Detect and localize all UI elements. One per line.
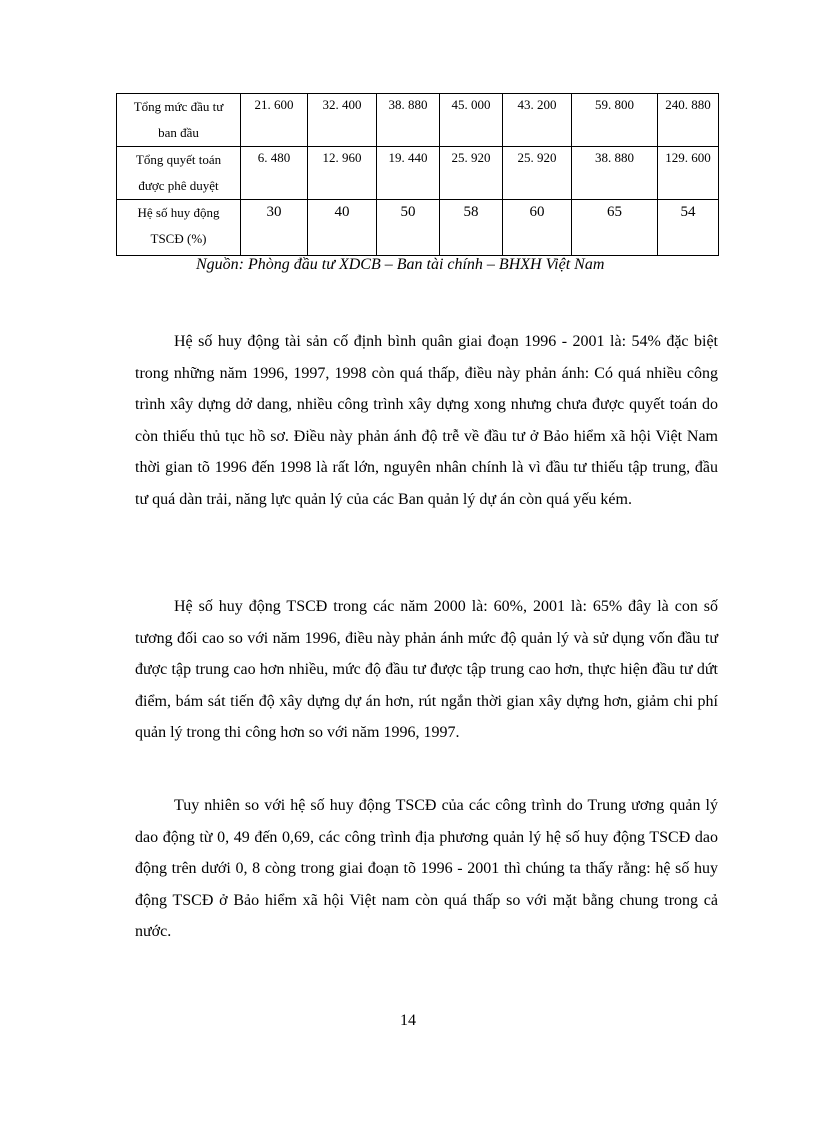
table-cell: 59. 800 bbox=[572, 94, 658, 147]
table-cell: 19. 440 bbox=[377, 147, 440, 200]
page-number: 14 bbox=[400, 1012, 416, 1029]
table-cell: 25. 920 bbox=[503, 147, 572, 200]
table-cell: 129. 600 bbox=[658, 147, 719, 200]
table-cell: 58 bbox=[440, 200, 503, 256]
body-paragraph: Hệ số huy động TSCĐ trong các năm 2000 là: 60%, 2001 là: 65% đây là con số tương đối cao so với năm 1996, điều này phản ánh mức độ quản lý và sử dụng vốn đầu tư được tập trung cao hơn nhiều, mức độ đầu tư được tập trung cao hơn, thực hiện đầu tư dứt điểm, bám sát tiến độ xây dựng dự án hơn, rút ngắn thời gian xây dựng hơn, giảm chi phí quản lý trong thi công hơn so với năm 1996, 1997. bbox=[135, 598, 718, 741]
table-row bbox=[117, 94, 719, 147]
table-cell: 60 bbox=[503, 200, 572, 256]
table-row bbox=[117, 200, 719, 256]
row-label: Hệ số huy động TSCĐ (%) bbox=[117, 200, 241, 256]
table-cell: 40 bbox=[308, 200, 377, 256]
investment-table bbox=[116, 93, 719, 256]
table-cell: 50 bbox=[377, 200, 440, 256]
body-paragraph: Hệ số huy động tài sản cố định bình quân giai đoạn 1996 - 2001 là: 54% đặc biệt trong những năm 1996, 1997, 1998 còn quá thấp, điều này phản ánh: Có quá nhiều công trình xây dựng dở dang, nhiều công trình xây dựng xong nhưng chưa được quyết toán do còn thiếu thủ tục hồ sơ. Điều này phản ánh độ trễ về đầu tư ở Bảo hiểm xã hội Việt Nam thời gian tõ 1996 đến 1998 là rất lớn, nguyên nhân chính là vì đầu tư thiếu tập trung, đầu tư quá dàn trải, năng lực quản lý của các Ban quản lý dự án còn quá yếu kém. bbox=[135, 333, 718, 508]
body-paragraph: Tuy nhiên so với hệ số huy động TSCĐ của các công trình do Trung ương quản lý dao động từ 0, 49 đến 0,69, các công trình địa phương quản lý hệ số huy động TSCĐ dao động trên dưới 0, 8 còng trong giai đoạn tõ 1996 - 2001 thì chúng ta thấy rằng: hệ số huy động TSCĐ ở Bảo hiểm xã hội Việt nam còn quá thấp so với mặt bằng chung trong cả nước. bbox=[135, 797, 718, 940]
table-cell: 54 bbox=[658, 200, 719, 256]
table-cell: 6. 480 bbox=[241, 147, 308, 200]
table-cell: 240. 880 bbox=[658, 94, 719, 147]
table-cell: 32. 400 bbox=[308, 94, 377, 147]
table-cell: 45. 000 bbox=[440, 94, 503, 147]
table-cell: 25. 920 bbox=[440, 147, 503, 200]
table-cell: 43. 200 bbox=[503, 94, 572, 147]
table-cell: 30 bbox=[241, 200, 308, 256]
table-cell: 21. 600 bbox=[241, 94, 308, 147]
table-row bbox=[117, 147, 719, 200]
table-cell: 38. 880 bbox=[572, 147, 658, 200]
table-source-caption: Nguồn: Phòng đầu tư XDCB – Ban tài chính – BHXH Việt Nam bbox=[196, 256, 605, 273]
table-cell: 38. 880 bbox=[377, 94, 440, 147]
row-label: Tổng quyết toán được phê duyệt bbox=[117, 147, 241, 200]
table-cell: 65 bbox=[572, 200, 658, 256]
table-cell: 12. 960 bbox=[308, 147, 377, 200]
row-label: Tổng mức đầu tư ban đầu bbox=[117, 94, 241, 147]
